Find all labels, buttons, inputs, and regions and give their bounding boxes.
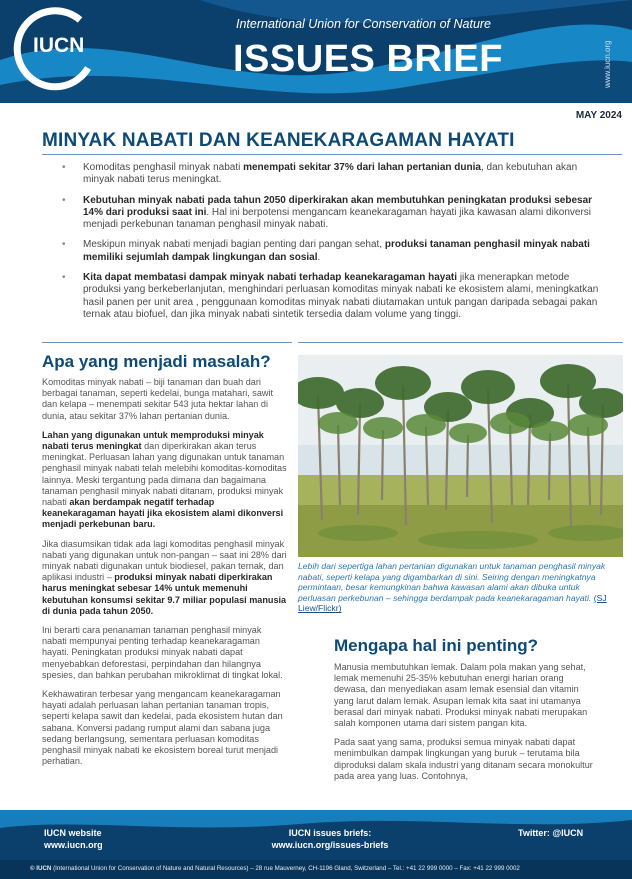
section-divider-left bbox=[42, 342, 292, 343]
brief-title: ISSUES BRIEF bbox=[233, 38, 503, 80]
section-heading-why: Mengapa hal ini penting? bbox=[334, 636, 538, 655]
paragraph: Jika diasumsikan tidak ada lagi komoditas penghasil minyak nabati yang digunakan untuk non-pangan – saat ini 28% dari minyak nabati digunakan untuk biodiesel, pakan ternak, dan aplikasi industri – produksi minyak nabati diperkirakan harus meningkat sebesar 14% untuk memenuhi kebutuhan konsumsi sekitar 9.7 miliar populasi manusia di dunia pada tahun 2050. bbox=[42, 538, 287, 616]
key-point: • Komoditas penghasil minyak nabati menempati sekitar 37% dari lahan pertanian dunia, dan kebutuhan akan minyak nabati terus meningkat. bbox=[62, 162, 602, 187]
key-point: • Meskipun minyak nabati menjadi bagian penting dari pangan sehat, produksi tanaman penghasil minyak nabati memiliki sejumlah dampak lingkungan dan sosial. bbox=[62, 239, 602, 264]
plantation-image bbox=[298, 355, 623, 557]
page-title: MINYAK NABATI DAN KEANEKARAGAMAN HAYATI bbox=[42, 130, 515, 151]
paragraph: Kekhawatiran terbesar yang mengancam keanekaragaman hayati adalah perluasan lahan pertanian tanaman tropis, seperti kelapa sawit dan kedelai, pada ekosistem hutan dan sabana. Konversi padang rumput alami dan sabana juga sedang berlangsung, sementara perluasan komoditas penghasil minyak nabati ke ekosistem boreal turut menjadi perhatian. bbox=[42, 689, 283, 767]
key-point: • Kita dapat membatasi dampak minyak nabati terhadap keanekaragaman hayati jika menerapkan metode produksi yang berkeberlanjutan, menghindari perluasan komoditas minyak nabati ke ekosistem alami, meningkatkan hasil panen per unit area , penggunaan komoditas minyak nabati diutamakan untuk pangan daripada sebagai pakan ternak atau biofuel, dan jika minyak nabati sintetik tersedia dalam volume yang tinggi. bbox=[62, 272, 602, 321]
section-divider-right bbox=[298, 342, 623, 343]
photo-credit-link[interactable]: (SJ Liew/Flickr) bbox=[298, 592, 607, 614]
side-url-text: www.iucn.org bbox=[603, 40, 612, 88]
key-points-list bbox=[62, 162, 602, 329]
coconut-plantation-photo bbox=[298, 355, 623, 557]
footer-twitter[interactable]: Twitter: @IUCN bbox=[518, 828, 584, 838]
title-divider bbox=[42, 154, 622, 155]
footer-website bbox=[44, 827, 103, 851]
logo-text: IUCN bbox=[33, 34, 85, 57]
footer bbox=[0, 810, 632, 879]
footer-briefs bbox=[255, 827, 405, 851]
side-url bbox=[603, 20, 617, 90]
header-banner bbox=[0, 0, 632, 103]
footer-briefs-label: IUCN issues briefs: bbox=[288, 828, 372, 838]
paragraph: Lahan yang digunakan untuk memproduksi minyak nabati terus meningkat dan diperkirakan akan terus meningkat. Perluasan lahan yang digunakan untuk tanaman penghasil minyak nabati telah melebihi komoditas-komoditas lainnya. Meski tergantung pada dimana dan bagaimana tanaman penghasil minyak nabati ditanam, produksi minyak nabati akan berdampak negatif terhadap keanekaragaman hayati jika ekosistem alami dikonversi menjadi perkebunan baru. bbox=[42, 429, 287, 530]
paragraph: Ini berarti cara penanaman tanaman penghasil minyak nabati mempunyai penting terhadap keanekaragaman hayati. Peningkatan produksi minyak nabati dapat menyebabkan deforestasi, perpindahan dan hilangnya spesies, dan bahkan perubahan mikroklimat di tingkat lokal. bbox=[42, 625, 283, 680]
paragraph: Pada saat yang sama, produksi semua minyak nabati dapat menimbulkan dampak lingkungan yang buruk – terutama bila diproduksi dalam skala industri yang ditanam secara monokultur pada area yang luas. Contohnya, bbox=[334, 737, 593, 781]
problem-body bbox=[42, 377, 287, 776]
footer-address: © IUCN (International Union for Conservation of Nature and Natural Resources) – 28 rue Mauverney, CH-1196 Gland, Switzerland – Tel.: +41 22 999 0000 – Fax: +41 22 999 0002 bbox=[30, 865, 520, 872]
footer-briefs-link[interactable]: www.iucn.org/issues-briefs bbox=[271, 840, 389, 850]
footer-website-link[interactable]: www.iucn.org bbox=[44, 840, 103, 850]
why-body bbox=[334, 662, 596, 790]
paragraph: Komoditas minyak nabati – biji tanaman dan buah dari berbagai tanaman, seperti kedelai, bunga matahari, sawit dan kelapa – menempati sekitar 543 juta hektar lahan di dunia, atau sekitar 37% lahan pertanian dunia. bbox=[42, 377, 274, 421]
photo-caption: Lebih dari sepertiga lahan pertanian digunakan untuk tanaman penghasil minyak nabati, seperti kelapa yang digambarkan di sini. Seiring dengan meningkatnya permintaan, besar kemungkinan bahwa kawasan alami akan dibuka untuk perluasan perkebunan – sehingga berdampak pada keanekaragaman hayati. (SJ Liew/Flickr) bbox=[298, 561, 607, 614]
issue-date: MAY 2024 bbox=[575, 110, 622, 121]
section-heading-problem: Apa yang menjadi masalah? bbox=[42, 352, 271, 371]
key-point: • Kebutuhan minyak nabati pada tahun 2050 diperkirakan akan membutuhkan peningkatan produksi sebesar 14% dari produksi saat ini. Hal ini berpotensi mengancam keanekaragaman hayati jika kawasan alami dikonversi menjadi perkebunan tanaman penghasil minyak nabati. bbox=[62, 195, 602, 232]
org-name: International Union for Conservation of Nature bbox=[236, 17, 492, 31]
footer-website-label: IUCN website bbox=[44, 828, 102, 838]
paragraph: Manusia membutuhkan lemak. Dalam pola makan yang sehat, lemak memenuhi 25-35% kebutuhan energi harian orang dewasa, dan menyediakan asam lemak esensial dan vitamin yang larut dalam lemak. Asupan lemak kita saat ini utamanya berasal dari minyak nabati. Produksi minyak nabati merupakan salah komponen utama dari sistem pangan kita. bbox=[334, 662, 588, 729]
